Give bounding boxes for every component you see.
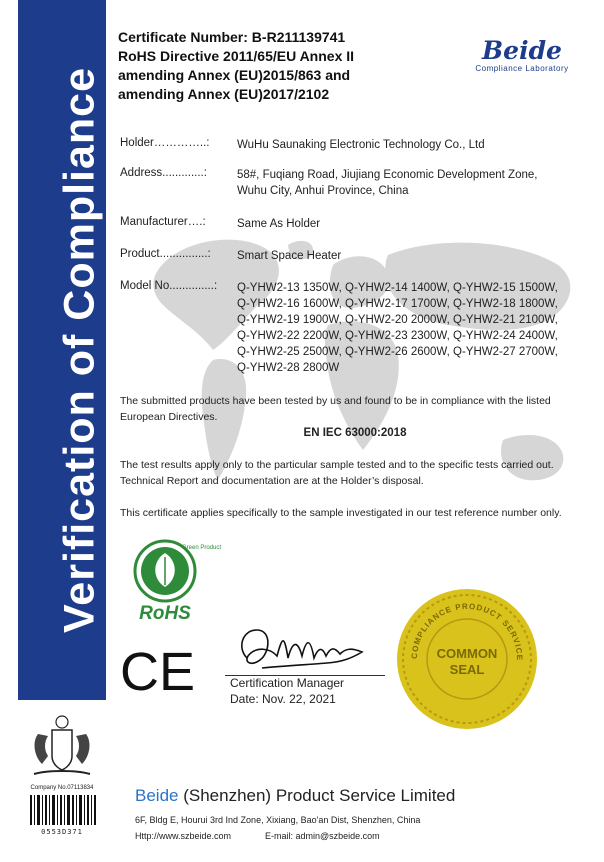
model-list [237,280,597,376]
certificate-number: Certificate Number: B-R211139741 [118,29,346,45]
footer-brand: Beide [135,786,179,805]
footer-name-rest: (Shenzhen) Product Service Limited [178,786,456,805]
sidebar-title: Verification of Compliance [55,67,104,633]
model-line: Q-YHW2-19 1900W, Q-YHW2-20 2000W, Q-YHW2-21 2100W, [237,314,558,326]
footer-email[interactable]: E-mail: admin@szbeide.com [265,831,380,841]
annex-line-1: amending Annex (EU)2015/863 and [118,67,351,83]
rohs-arc-text: Green Product [182,545,222,551]
model-line: Q-YHW2-22 2200W, Q-YHW2-23 2300W, Q-YHW2-24 2400W, [237,330,558,342]
model-line: Q-YHW2-25 2500W, Q-YHW2-26 2600W, Q-YHW2-27 2700W, [237,346,558,358]
manufacturer-label: Manufacturer….: [120,216,206,228]
holder-value: WuHu Saunaking Electronic Technology Co., Ltd [237,139,485,151]
issue-date: Date: Nov. 22, 2021 [230,692,336,706]
logo-subtitle: Compliance Laboratory [475,64,569,73]
model-line: Q-YHW2-16 1600W, Q-YHW2-17 1700W, Q-YHW2-18 1800W, [237,298,558,310]
manager-signature [222,618,382,678]
ce-text: CE [120,642,196,702]
rohs-mark [120,535,222,624]
seal-center-line-1: COMMON [436,646,498,661]
gold-seal [394,586,540,732]
barcode [30,795,96,825]
directive-line: RoHS Directive 2011/65/EU Annex II [118,48,355,64]
manufacturer-value: Same As Holder [237,218,321,230]
beide-logo [462,38,582,73]
company-number: Company No.07113834 [30,785,94,791]
ce-mark [120,642,198,702]
product-value: Smart Space Heater [237,250,342,262]
rohs-text: RoHS [139,603,191,624]
seal-center-line-2: SEAL [449,662,485,677]
holder-label: Holder…………..: [120,137,210,149]
model-line: Q-YHW2-28 2800W [237,362,340,374]
annex-line-2: amending Annex (EU)2017/2102 [118,86,330,102]
scope-statement: This certificate applies specifically to the sample investigated in our test reference number only. [120,507,562,519]
footer-address: 6F, Bldg E, Hourui 3rd Ind Zone, Xixiang, Bao'an Dist, Shenzhen, China [135,815,421,825]
results-statement: The test results apply only to the particular sample tested and to the specific tests carried out. Technical Report and documentation are at the Holder’s disposal. [120,459,554,487]
address-label: Address.............: [120,167,207,179]
barcode-digits: 0553D371 [41,828,83,836]
footer-website[interactable]: Http://www.szbeide.com [135,831,232,841]
address-line: 58#, Fuqiang Road, Jiujiang Economic Development Zone, [237,169,538,181]
seal-ring-text: COMPLIANCE PRODUCT SERVICE [409,601,525,662]
address-value [237,167,597,199]
coat-of-arms-crest [18,712,106,784]
footer-company-name [135,786,455,806]
signatory-title: Certification Manager [230,676,345,690]
product-label: Product...............: [120,248,211,260]
sidebar-band [18,0,106,700]
logo-wordmark: Beide [482,36,562,65]
standard-reference: EN IEC 63000:2018 [303,427,407,439]
compliance-statement: The submitted products have been tested by us and found to be in compliance with the listed European Directives. [120,395,551,423]
model-label: Model No..............: [120,280,218,292]
certificate-header [118,28,448,104]
model-line: Q-YHW2-13 1350W, Q-YHW2-14 1400W, Q-YHW2-15 1500W, [237,282,558,294]
address-line: Wuhu City, Anhui Province, China [237,185,409,197]
